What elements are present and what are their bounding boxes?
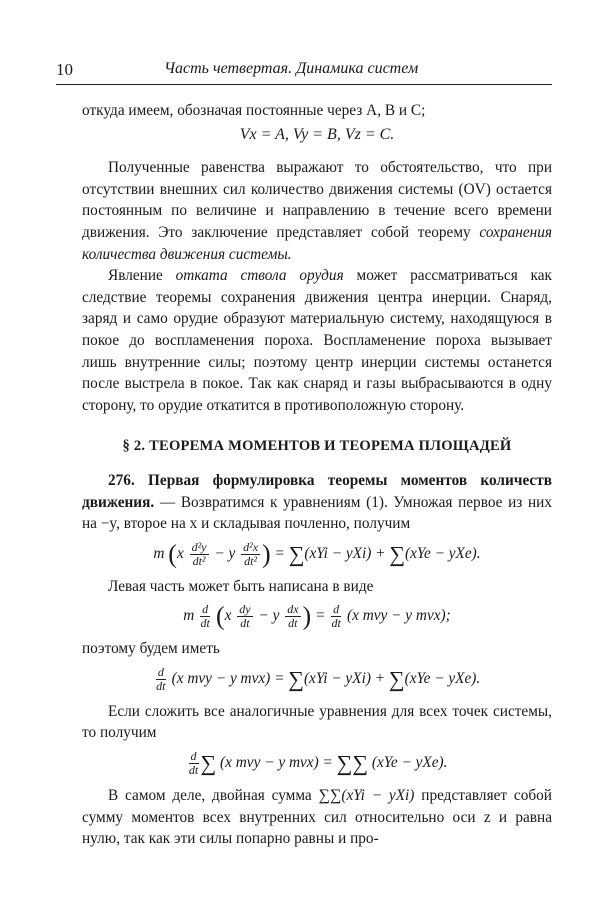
- equation-4: $\frac{d}{dt}$ (x mvy − y mvx) = ∑(xYi − yXi) + ∑(xYe − yXe).: [156, 664, 481, 693]
- paragraph-3: Явление отката ствола орудия может рассматриваться как следствие теоремы сохранения движения центра инерции. Снаряд, заряд и само орудие образуют материальную систему, находящуюся в покое до воспламенения пороха. Воспламенение пороха вызывает лишь внутренние силы; поэтому центр инерции системы останется после выстрела в покое. Так как снаряд и газы выбрасываются в одну сторону, то орудие откатится в противоположную сторону.: [82, 267, 552, 414]
- paragraph-8: В самом деле, двойная сумма ∑∑(xYi − yXi) представляет собой сумму моментов всех внутренних сил относительно оси z и равна нулю, так как эти силы попарно равны и про-: [82, 787, 552, 848]
- paragraph-2: Полученные равенства выражают то обстоятельство, что при отсутствии внешних сил количество движения системы (OV) остается постоянным по величине и направлению в течение всего времени движения. Это заключение представляет собой теорему сохранения количества движения системы.: [82, 159, 552, 263]
- page-header: [56, 60, 552, 85]
- equation-1: Vx = A, Vy = B, Vz = C.: [239, 125, 395, 143]
- running-title: Часть четвертая. Динамика систем: [164, 60, 419, 77]
- paragraph-5: Левая часть может быть написана в виде: [108, 577, 374, 595]
- paragraph-1: откуда имеем, обозначая постоянные через A, B и C;: [82, 102, 426, 119]
- equation-2: m (x $\frac{\text{d²y}}{\text{dt²}}$ − y $\frac{\text{d²x}}{\text{dt²}}$ ) = ∑(xYi − yXi) + ∑(xYe − yXe).: [153, 539, 481, 569]
- paragraph-4: 276. Первая формулировка теоремы моментов количеств движения. — Возвратимся к уравнениям (1). Умножая первое из них на −y, второе на x и складывая почленно, получим: [82, 471, 552, 533]
- page-body: [82, 100, 552, 850]
- page-number: 10: [56, 60, 73, 79]
- equation-5: $\frac{d}{dt}$ ∑ (x mvy − y mvx) = ∑∑ (xYe − yXe).: [188, 749, 448, 778]
- paragraph-6: поэтому будем иметь: [82, 640, 220, 658]
- section-heading: § 2. ТЕОРЕМА МОМЕНТОВ И ТЕОРЕМА ПЛОЩАДЕЙ: [122, 438, 512, 455]
- paragraph-7: Если сложить все аналогичные уравнения для всех точек системы, то получим: [82, 702, 552, 742]
- equation-3: m $\frac{d}{dt}$ (x $\frac{dy}{dt}$ − y $\frac{dx}{dt}$ ) = $\frac{d}{dt}$ (x mvy − y mvx);: [183, 601, 451, 631]
